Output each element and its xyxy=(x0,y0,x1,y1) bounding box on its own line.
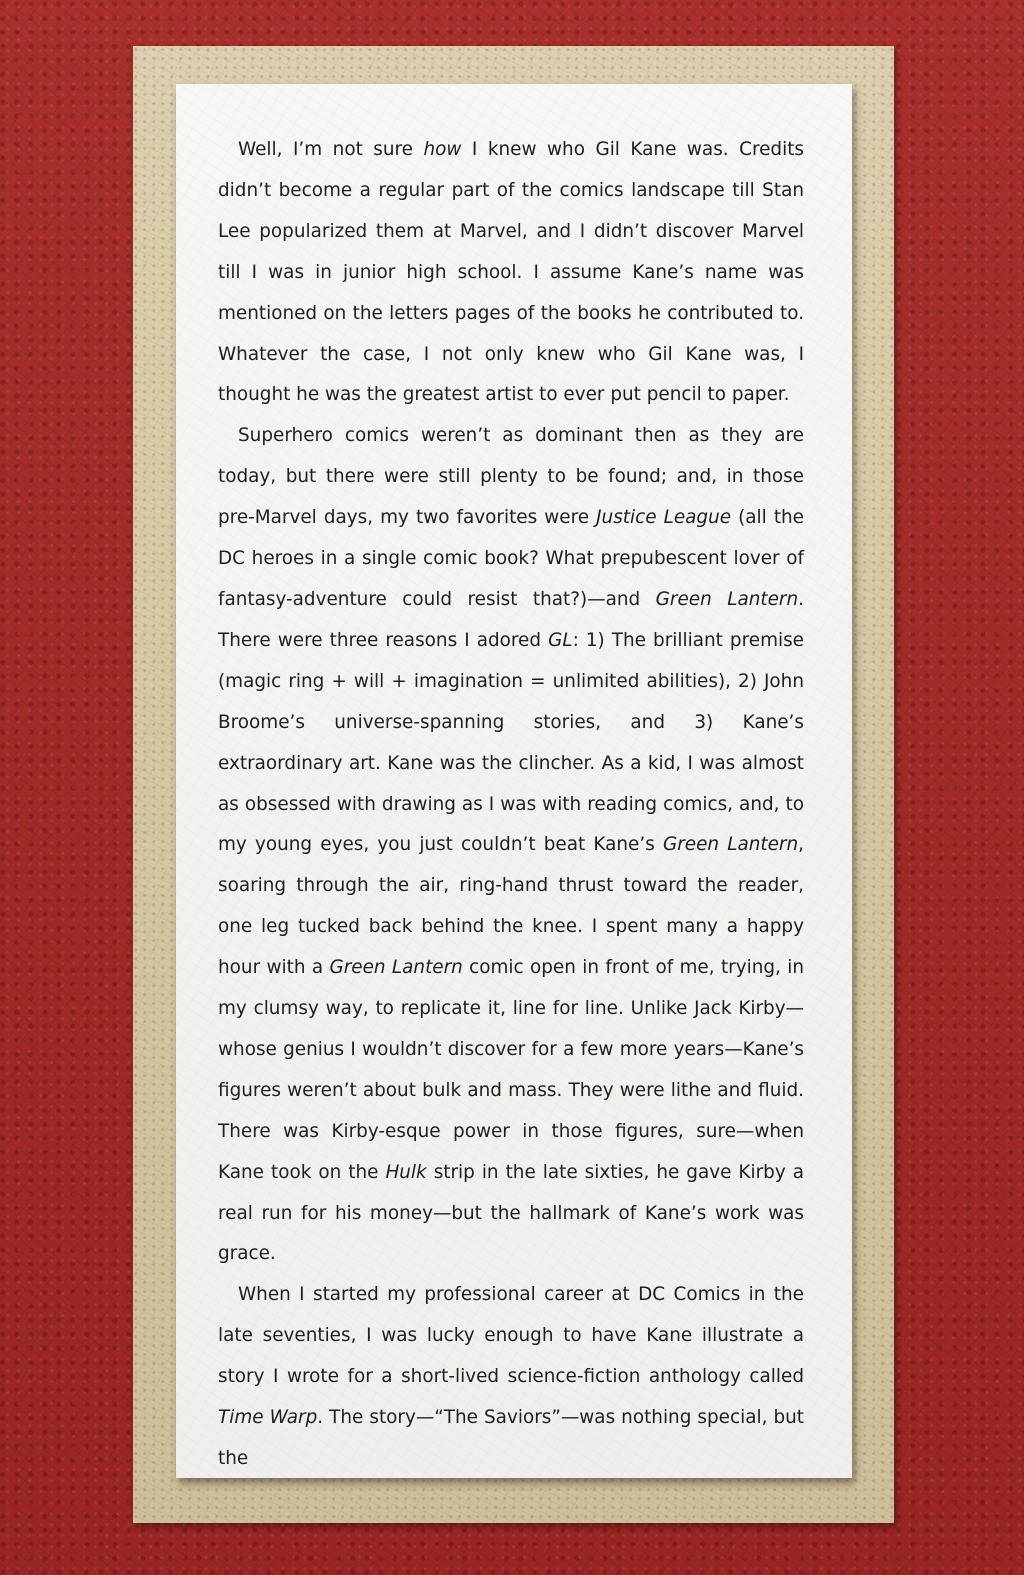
text-run: . The story—“The Saviors”—was nothing special, but the xyxy=(218,1407,804,1469)
text-panel xyxy=(176,84,852,1478)
text-run-italic: Justice League xyxy=(596,507,732,529)
text-run-italic: Green Lantern xyxy=(662,834,799,856)
article-body xyxy=(218,130,804,1480)
text-run: strip in the late sixties, he gave Kirby a real run for his money—but the hallmark of Kane’s work was grace. xyxy=(218,1161,804,1265)
text-run-italic: how xyxy=(423,139,462,160)
text-run: I knew who Gil Kane was. Credits didn’t become a regular part of the comics landscape till Stan Lee popularized them at Marvel, and I didn’t discover Marvel till I was in junior high school. I assume Kane’s name was mentioned on the letters pages of the books he contributed to. Whatever the case, I not only knew who Gil Kane was, I thought he was the greatest artist to ever put pencil to paper. xyxy=(218,139,804,406)
text-run: . There were three reasons I adored xyxy=(218,588,804,651)
text-run-italic: GL xyxy=(548,629,573,651)
text-run: Well, I’m not sure xyxy=(238,139,424,160)
text-run-italic: Green Lantern xyxy=(329,957,463,979)
text-run: : 1) The brilliant premise (magic ring + will + imagination = unlimited abilities), 2) John Broome’s universe-spanning stories, and 3) Kane’s extraordinary art. Kane was the clincher. As a kid, I was almost as obsessed with drawing as I was with reading comics, and, to my young eyes, you just couldn’t beat Kane’s xyxy=(218,629,804,856)
paragraph-2 xyxy=(218,416,804,1275)
text-run: comic open in front of me, trying, in my clumsy way, to replicate it, line for line. Unlike Jack Kirby—whose genius I wouldn’t discover for a few more years—Kane’s figures weren’t about bulk and mass. They were lithe and fluid. There was Kirby-esque power in those figures, sure—when Kane took on the xyxy=(218,957,804,1183)
text-run-italic: Time Warp xyxy=(218,1407,318,1429)
text-run-italic: Hulk xyxy=(385,1161,427,1183)
paragraph-3 xyxy=(218,1275,804,1480)
text-run: (all the DC heroes in a single comic book? What prepubescent lover of fantasy-adventure could resist that?)—and xyxy=(218,507,805,610)
text-run: , soaring through the air, ring-hand thrust toward the reader, one leg tucked back behind the knee. I spent many a happy hour with a xyxy=(218,834,804,979)
paragraph-1 xyxy=(218,130,804,416)
text-run: Superhero comics weren’t as dominant then as they are today, but there were still plenty to be found; and, in those pre-Marvel days, my two favorites were xyxy=(218,425,804,529)
text-run: When I started my professional career at DC Comics in the late seventies, I was lucky enough to have Kane illustrate a story I wrote for a short-lived science-fiction anthology called xyxy=(218,1284,804,1388)
text-run-italic: Green Lantern xyxy=(655,588,799,610)
